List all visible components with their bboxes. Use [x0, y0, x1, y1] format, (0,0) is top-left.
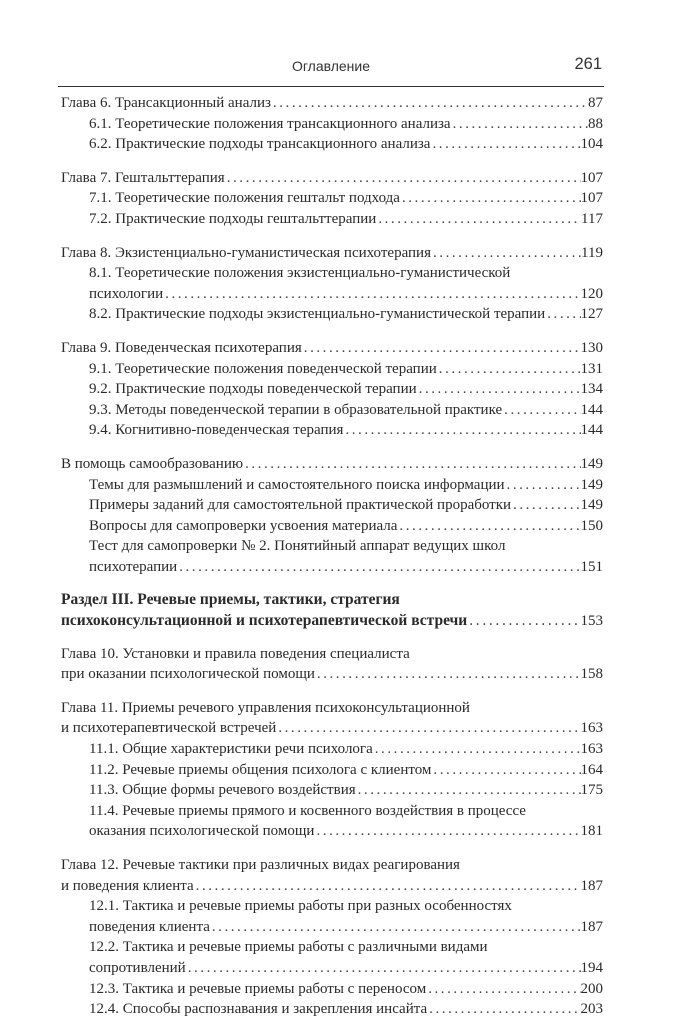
toc-page-number: 163	[580, 741, 603, 758]
toc-entry-title: 7.2. Практические подходы гештальттерапии	[89, 210, 377, 227]
toc-entry-title: 6.1. Теоретические положения трансакционного анализа	[89, 115, 451, 132]
toc-entry-title: 12.4. Способы распознавания и закрепления инсайта	[89, 1001, 428, 1018]
toc-subentry[interactable]	[61, 304, 603, 325]
dot-leader	[430, 134, 580, 155]
dot-leader	[467, 611, 580, 632]
dot-leader	[511, 495, 580, 516]
toc-chapter-group	[61, 168, 603, 230]
toc-entry-title: 9.1. Теоретические положения поведенческой терапии	[89, 360, 437, 377]
toc-subentry[interactable]	[61, 780, 603, 801]
toc-entry-title: психоконсультационной и психотерапевтической встречи	[61, 612, 468, 630]
toc-entry-title: Глава 11. Приемы речевого управления психоконсультационной	[61, 699, 470, 716]
toc-chapter-group	[61, 338, 603, 441]
toc-page-number: 158	[580, 666, 603, 683]
toc-subentry[interactable]	[61, 979, 603, 1000]
toc-entry-title: Примеры заданий для самостоятельной практической проработки	[89, 497, 512, 514]
dot-leader	[545, 304, 580, 325]
toc-chapter-group	[61, 93, 603, 155]
toc-chapter-entry[interactable]	[61, 243, 603, 264]
toc-entry-title: Тест для самопроверки № 2. Понятийный аппарат ведущих школ	[89, 538, 506, 555]
dot-leader	[210, 917, 581, 938]
toc-entry-title: Глава 12. Речевые тактики при различных видах реагирования	[61, 857, 460, 873]
toc-entry-title: Глава 8. Экзистенциально-гуманистическая психотерапия	[61, 244, 431, 261]
toc-section-group	[61, 590, 603, 631]
toc-section-entry[interactable]	[61, 611, 603, 632]
toc-page-number: 187	[580, 877, 603, 894]
toc-page-number: 187	[580, 918, 603, 935]
toc-subentry[interactable]	[61, 400, 603, 421]
toc-entry-title: 12.3. Тактика и речевые приемы работы с переносом	[89, 980, 427, 997]
toc-entry-title: и поведения клиента	[61, 877, 194, 894]
toc-page-number: 149	[580, 476, 603, 493]
toc-page-number: 153	[580, 613, 603, 630]
toc-entry-title: Глава 7. Гештальттерапия	[61, 169, 225, 186]
dot-leader	[356, 780, 581, 801]
toc-page-number: 203	[580, 1001, 603, 1018]
toc-subentry[interactable]	[61, 475, 603, 496]
toc-subentry[interactable]	[61, 134, 603, 155]
toc-page-number: 144	[580, 422, 603, 439]
toc-chapter-entry[interactable]	[61, 454, 603, 475]
toc-entry-title: и психотерапевтической встречей	[61, 720, 277, 737]
dot-leader	[177, 557, 580, 578]
toc-chapter-entry[interactable]	[61, 644, 603, 665]
toc-page-number: 117	[581, 210, 603, 227]
toc-subentry[interactable]	[61, 420, 603, 441]
toc-subentry[interactable]	[61, 359, 603, 380]
toc-page-number: 131	[580, 360, 603, 377]
dot-leader	[426, 979, 580, 1000]
toc-page-number: 134	[580, 381, 603, 398]
toc-subentry[interactable]	[61, 937, 603, 958]
dot-leader	[163, 284, 580, 305]
toc-page-number: 149	[580, 455, 603, 472]
toc-page-number: 144	[580, 401, 603, 418]
dot-leader	[225, 168, 581, 189]
toc-subentry[interactable]	[61, 917, 603, 938]
toc-page-number: 150	[580, 517, 603, 534]
dot-leader	[343, 420, 580, 441]
toc-subentry[interactable]	[61, 495, 603, 516]
toc-subentry[interactable]	[61, 999, 603, 1020]
toc-subentry[interactable]	[61, 821, 603, 842]
dot-leader	[276, 718, 580, 739]
dot-leader	[373, 739, 581, 760]
toc-entry-title: Глава 9. Поведенческая психотерапия	[61, 339, 302, 356]
toc-page-number: 163	[580, 720, 603, 737]
toc-entry-title: сопротивлений	[89, 959, 186, 976]
toc-entry-title: Раздел III. Речевые приемы, тактики, стратегия	[61, 591, 400, 609]
toc-page-number: 151	[580, 558, 603, 575]
dot-leader	[315, 664, 581, 685]
dot-leader	[502, 400, 580, 421]
dot-leader	[186, 958, 581, 979]
dot-leader	[505, 475, 581, 496]
dot-leader	[400, 188, 581, 209]
toc-chapter-entry[interactable]	[61, 93, 603, 114]
toc-chapter-group	[61, 698, 603, 842]
toc-chapter-group	[61, 855, 603, 1020]
toc-chapter-entry[interactable]	[61, 168, 603, 189]
toc-chapter-group	[61, 243, 603, 325]
toc-entry-title: 11.2. Речевые приемы общения психолога с клиентом	[89, 761, 432, 778]
toc-section-entry[interactable]	[61, 590, 603, 611]
dot-leader	[451, 114, 588, 135]
toc-entry-title: 8.1. Теоретические положения экзистенциально-гуманистической	[89, 265, 511, 282]
toc-subentry[interactable]	[61, 536, 603, 557]
toc-entry-title: Вопросы для самопроверки усвоения материала	[89, 517, 398, 534]
toc-subentry[interactable]	[61, 557, 603, 578]
toc-entry-title: психотерапии	[89, 558, 178, 575]
toc-entry-title: Темы для размышлений и самостоятельного поиска информации	[89, 476, 505, 493]
toc-subentry[interactable]	[61, 896, 603, 917]
toc-page-number: 104	[580, 136, 603, 153]
toc-page-number: 194	[580, 959, 603, 976]
dot-leader	[271, 93, 588, 114]
dot-leader	[431, 243, 581, 264]
running-header	[58, 54, 604, 87]
dot-leader	[302, 338, 581, 359]
toc-chapter-entry[interactable]	[61, 718, 603, 739]
toc-subentry[interactable]	[61, 188, 603, 209]
toc-page-number: 120	[580, 285, 603, 302]
toc-chapter-entry[interactable]	[61, 664, 603, 685]
toc-subentry[interactable]	[61, 114, 603, 135]
toc-subentry[interactable]	[61, 760, 603, 781]
toc-entry-title: 9.4. Когнитивно-поведенческая терапия	[89, 422, 344, 439]
toc-subentry[interactable]	[61, 209, 603, 230]
toc-page-number: 149	[580, 497, 603, 514]
toc-subentry[interactable]	[61, 739, 603, 760]
toc-page-number: 127	[580, 306, 603, 323]
dot-leader	[397, 516, 580, 537]
toc-chapter-entry[interactable]	[61, 855, 603, 876]
toc-page-number: 107	[580, 169, 603, 186]
toc-entry-title: 8.2. Практические подходы экзистенциально-гуманистической терапии	[89, 306, 546, 323]
toc-entry-title: В помощь самообразованию	[61, 455, 244, 472]
dot-leader	[194, 876, 581, 897]
running-header-title: Оглавление	[291, 58, 371, 74]
dot-leader	[437, 359, 581, 380]
dot-leader	[243, 454, 580, 475]
dot-leader	[314, 821, 580, 842]
toc-entry-title: 11.4. Речевые приемы прямого и косвенного воздействия в процессе	[89, 802, 526, 819]
dot-leader	[431, 760, 580, 781]
toc-chapter-group	[61, 644, 603, 685]
toc-entry-title: 12.2. Тактика и речевые приемы работы с различными видами	[89, 939, 488, 956]
toc-page-number: 87	[588, 95, 603, 111]
dot-leader	[427, 999, 580, 1020]
toc-subentry[interactable]	[61, 284, 603, 305]
dot-leader	[417, 379, 581, 400]
toc-entry-title: 9.3. Методы поведенческой терапии в образовательной практике	[89, 401, 503, 418]
toc-page-number: 175	[580, 782, 603, 799]
toc-entry-title: Глава 6. Трансакционный анализ	[61, 95, 271, 111]
toc-page-number: 200	[580, 980, 603, 997]
toc-chapter-entry[interactable]	[61, 338, 603, 359]
toc-chapter-entry[interactable]	[61, 698, 603, 719]
toc-subentry[interactable]	[61, 263, 603, 284]
toc-entry-title: поведения клиента	[89, 918, 210, 935]
toc-page-number: 88	[588, 115, 603, 132]
toc-subentry[interactable]	[61, 379, 603, 400]
toc-page-number: 130	[580, 339, 603, 356]
toc-entry-title: 7.1. Теоретические положения гештальт подхода	[89, 190, 400, 207]
toc-entry-title: 12.1. Тактика и речевые приемы работы при разных особенностях	[89, 898, 512, 915]
toc-entry-title: 11.1. Общие характеристики речи психолога	[89, 741, 373, 758]
toc-chapter-entry[interactable]	[61, 876, 603, 897]
toc-entry-title: психологии	[89, 285, 164, 302]
dot-leader	[376, 209, 581, 230]
toc-subentry[interactable]	[61, 801, 603, 822]
toc-page-number: 181	[580, 823, 603, 840]
toc-entry-title: 9.2. Практические подходы поведенческой терапии	[89, 381, 417, 398]
toc-page-number: 107	[580, 190, 603, 207]
page-number: 261	[574, 55, 602, 73]
toc-chapter-group	[61, 454, 603, 578]
toc-entry-title: при оказании психологической помощи	[61, 666, 315, 683]
toc-entry-title: 6.2. Практические подходы трансакционного анализа	[89, 136, 431, 153]
table-of-contents	[61, 93, 603, 1033]
toc-page-number: 119	[581, 244, 603, 261]
toc-entry-title: оказания психологической помощи	[89, 823, 315, 840]
toc-page-number: 164	[580, 761, 603, 778]
toc-entry-title: Глава 10. Установки и правила поведения специалиста	[61, 645, 410, 662]
toc-subentry[interactable]	[61, 958, 603, 979]
toc-entry-title: 11.3. Общие формы речевого воздействия	[89, 782, 356, 799]
toc-subentry[interactable]	[61, 516, 603, 537]
